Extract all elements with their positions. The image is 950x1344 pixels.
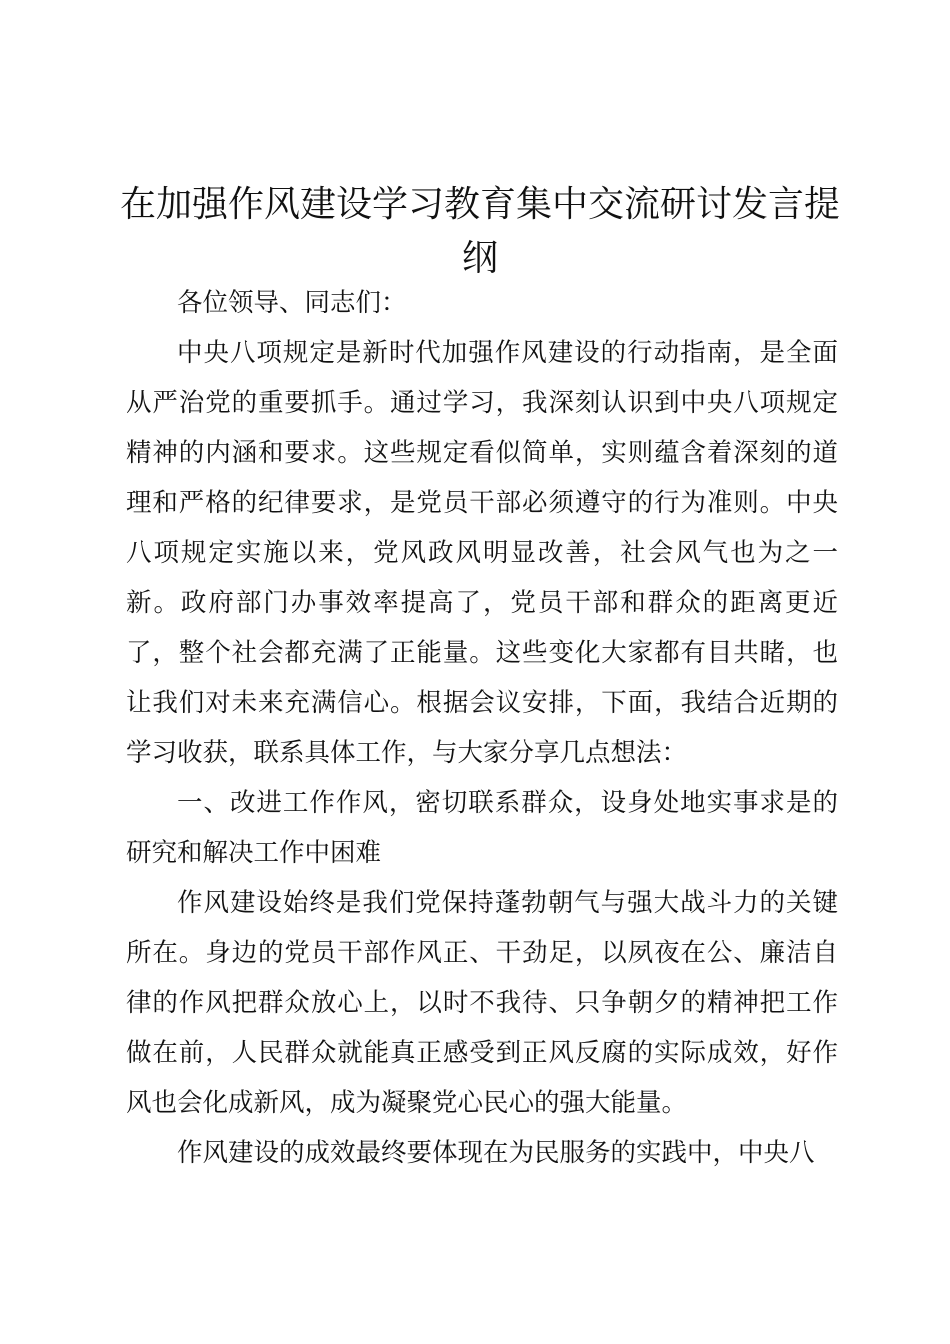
salutation: 各位领导、同志们： <box>177 288 407 318</box>
paragraph-section-1-a: 作风建设始终是我们党保持蓬勃朝气与强大战斗力的关键所在。身边的党员干部作风正、干劲足，以夙夜在公、廉洁自律的作风把群众放心上，以时不我待、只争朝夕的精神把工作做在前，人民群众就能真正感受到正风反腐的实际成效，好作风也会化成新风，成为凝聚党心民心的强大能量。 <box>126 888 838 1118</box>
paragraph-intro: 中央八项规定是新时代加强作风建设的行动指南，是全面从严治党的重要抓手。通过学习，我深刻认识到中央八项规定精神的内涵和要求。这些规定看似简单，实则蕴含着深刻的道理和严格的纪律要求，是党员干部必须遵守的行为准则。中央八项规定实施以来，党风政风明显改善，社会风气也为之一新。政府部门办事效率提高了，党员干部和群众的距离更近了，整个社会都充满了正能量。这些变化大家都有目共睹，也让我们对未来充满信心。根据会议安排，下面，我结合近期的学习收获，联系具体工作，与大家分享几点想法： <box>126 338 838 768</box>
section-heading-1: 一、改进工作作风，密切联系群众，设身处地实事求是的研究和解决工作中困难 <box>126 788 838 868</box>
document-title: 在加强作风建设学习教育集中交流研讨发言提纲 <box>120 184 841 279</box>
paragraph-section-1-b: 作风建设的成效最终要体现在为民服务的实践中，中央八 <box>177 1138 815 1168</box>
document-body <box>126 278 838 1178</box>
